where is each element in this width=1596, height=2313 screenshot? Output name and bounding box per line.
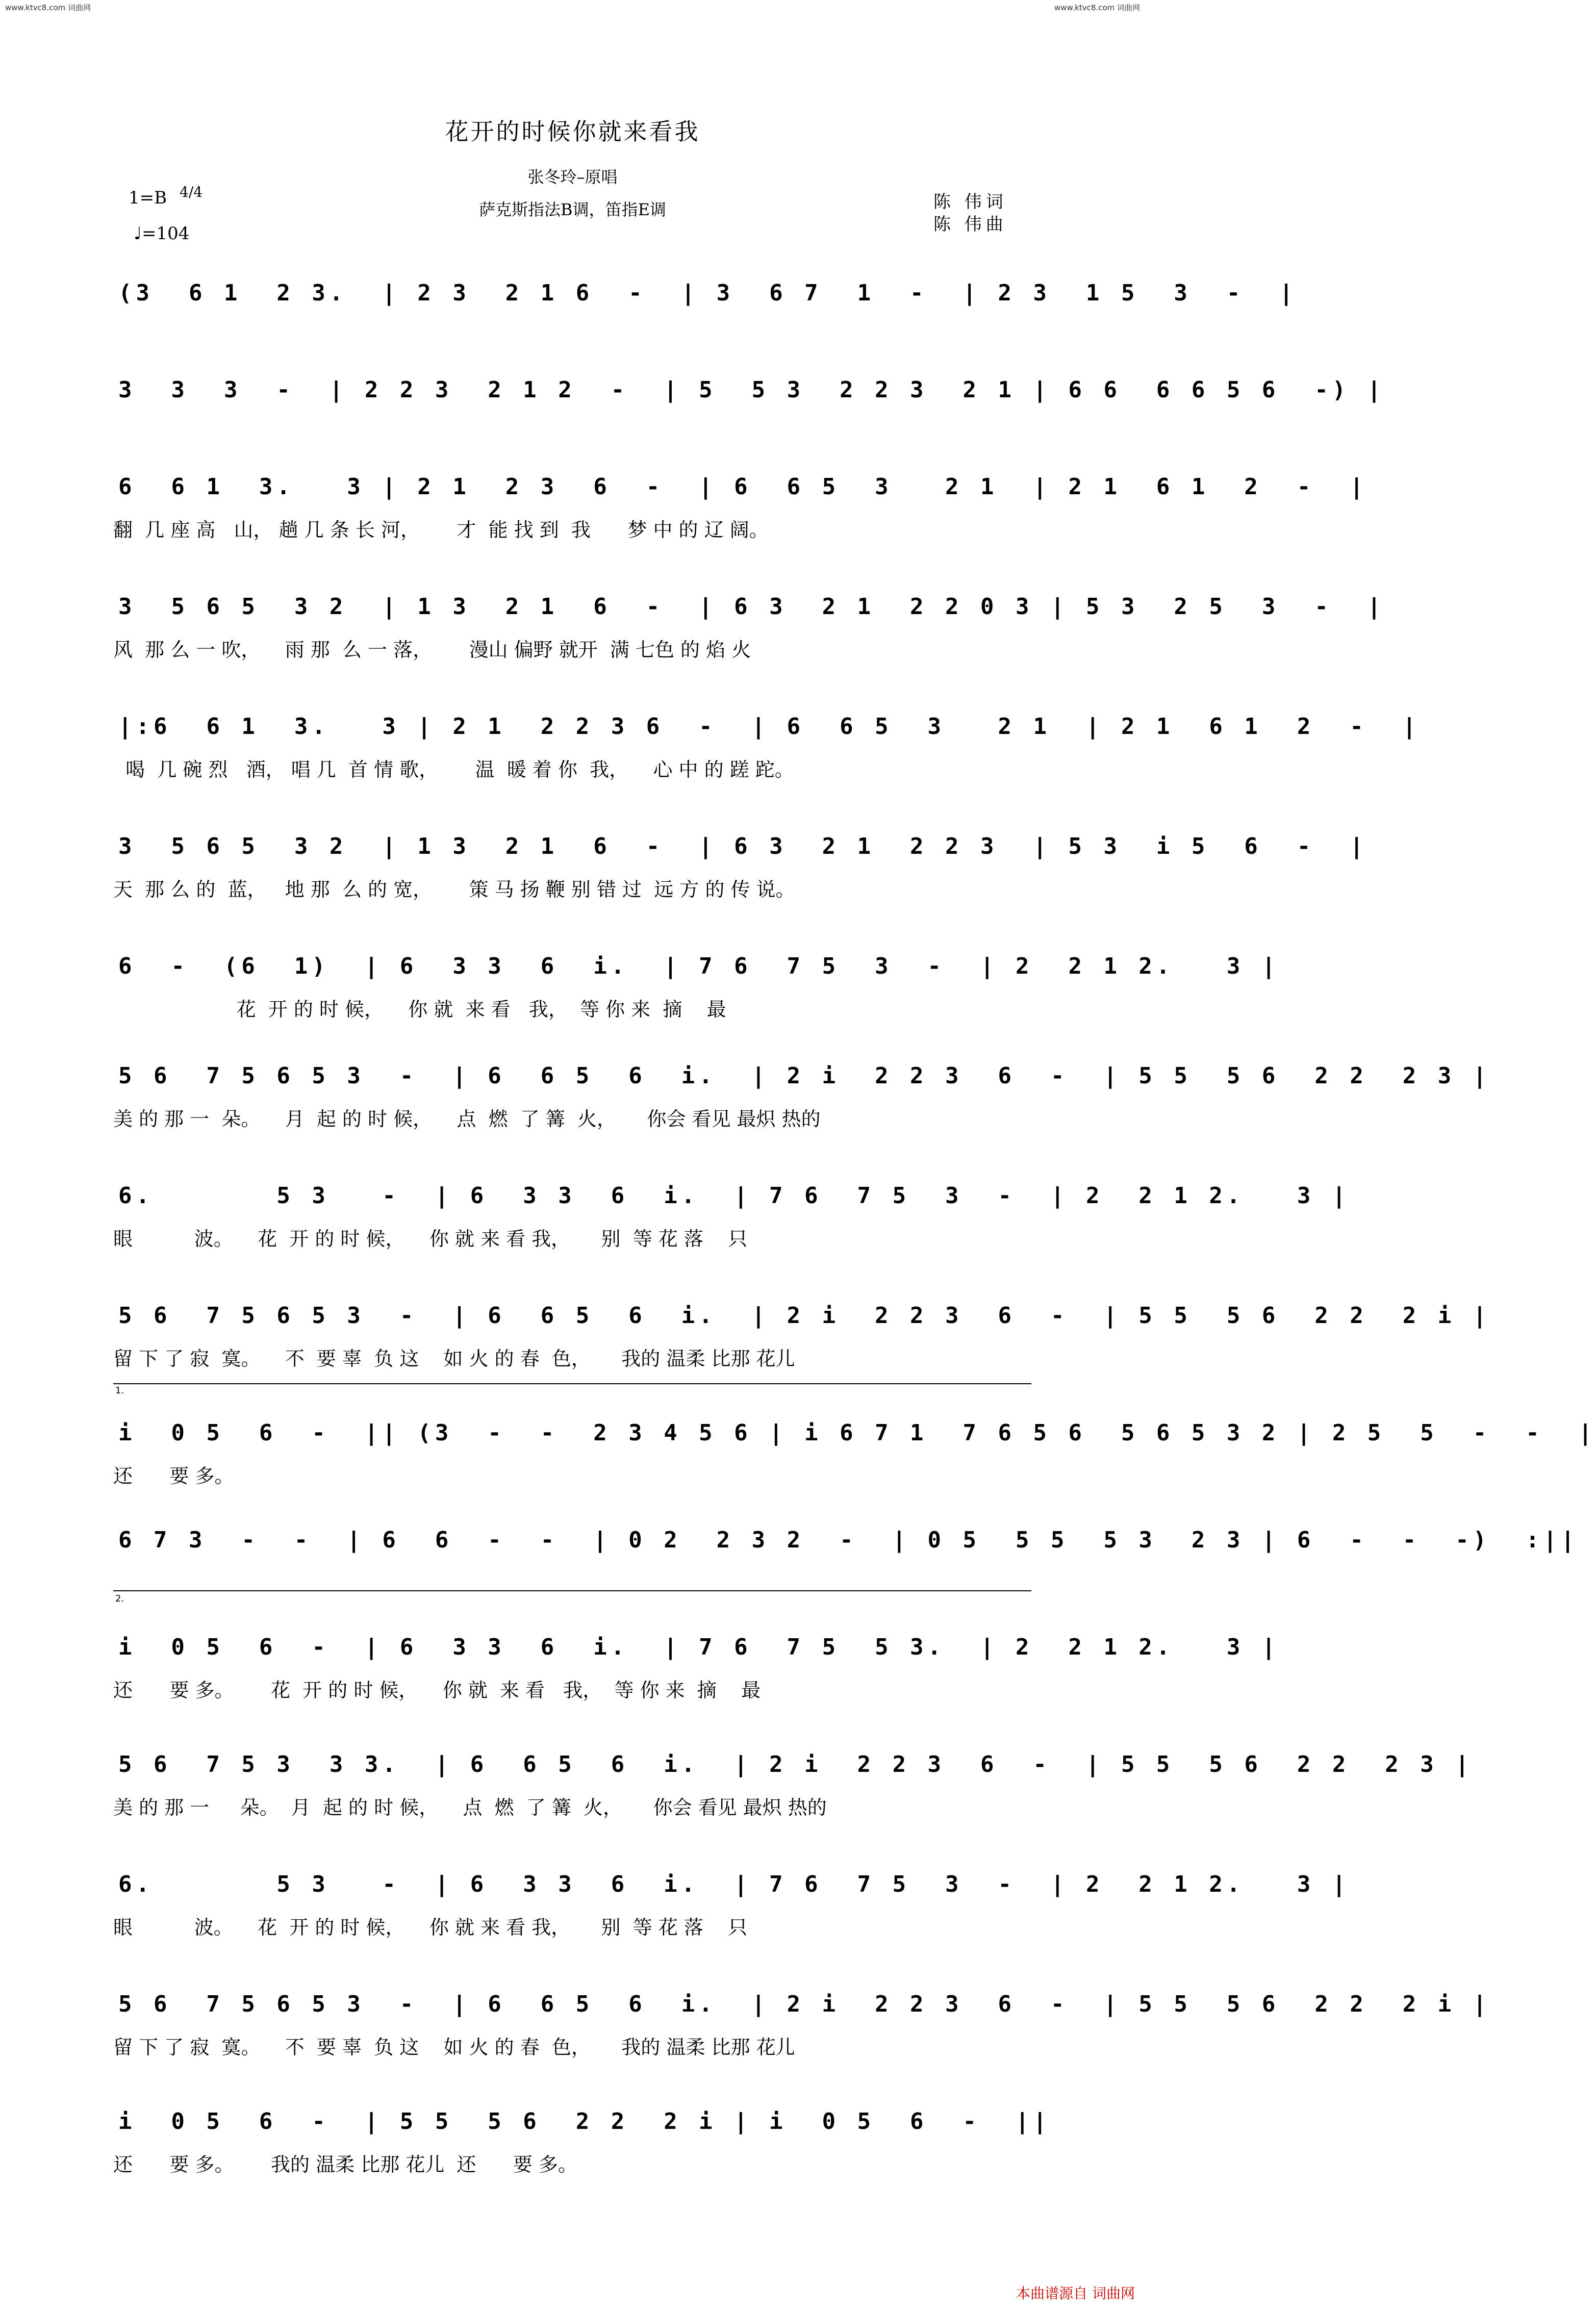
- tempo: ♩=104: [134, 223, 190, 244]
- lyrics-row: 翻 几 座 高 山， 趟 几 条 长 河， 才 能 找 到 我 梦 中 的 辽 阔。: [113, 519, 769, 541]
- notation-row: i 0 5 6 - | 6 3 3 6 i. | 7 6 7 5 5 3. | 2 2 1 2. 3 |: [118, 1634, 1280, 1660]
- notation-row: 3 3 3 - | 2 2 3 2 1 2 - | 5 5 3 2 2 3 2 1 | 6 6 6 6 5 6 -) |: [118, 377, 1385, 403]
- lyrics-row: 花 开 的 时 候， 你 就 来 看 我， 等 你 来 摘 最: [113, 998, 726, 1021]
- lyrics-row: 喝 几 碗 烈 酒， 唱 几 首 情 歌， 温 暖 着 你 我， 心 中 的 蹉 跎。: [113, 758, 794, 781]
- footer-source: 本曲谱源自 词曲网: [1016, 2285, 1135, 2302]
- lyrics-row: 美 的 那 一 朵。 月 起 的 时 候， 点 燃 了 篝 火， 你会 看见 最炽 热的: [113, 1796, 827, 1819]
- lyrics-row: 风 那 么 一 吹， 雨 那 么 一 落， 漫山 偏野 就开 满 七色 的 焰 火: [113, 639, 751, 661]
- lyrics-row: 天 那 么 的 蓝， 地 那 么 的 宽， 策 马 扬 鞭 别 错 过 远 方 的 传 说。: [113, 878, 795, 901]
- notation-row: 6. 5 3 - | 6 3 3 6 i. | 7 6 7 5 3 - | 2 2 1 2. 3 |: [118, 1871, 1350, 1897]
- lyrics-row: 还 要 多。 花 开 的 时 候， 你 就 来 看 我， 等 你 来 摘 最: [113, 1679, 761, 1701]
- lyricist-credit: 陈 伟词: [933, 192, 1007, 212]
- notation-row: 3 5 6 5 3 2 | 1 3 2 1 6 - | 6 3 2 1 2 2 0 3 | 5 3 2 5 3 - |: [118, 594, 1385, 620]
- notation-row: 3 5 6 5 3 2 | 1 3 2 1 6 - | 6 3 2 1 2 2 3 | 5 3 i 5 6 - |: [118, 833, 1367, 859]
- notation-row: 5 6 7 5 6 5 3 - | 6 6 5 6 i. | 2 i 2 2 3 6 - | 5 5 5 6 2 2 2 i |: [118, 1303, 1491, 1329]
- notation-row: i 0 5 6 - | 5 5 5 6 2 2 2 i | i 0 5 6 - ||: [118, 2108, 1051, 2134]
- notation-row: 5 6 7 5 6 5 3 - | 6 6 5 6 i. | 2 i 2 2 3 6 - | 5 5 5 6 2 2 2 3 |: [118, 1063, 1491, 1089]
- original-singer: 张冬玲–原唱: [527, 167, 618, 187]
- volta-2-rule: [113, 1590, 1031, 1591]
- lyrics-row: 还 要 多。 我的 温柔 比那 花儿 还 要 多。: [113, 2153, 577, 2176]
- notation-row: 6 7 3 - - | 6 6 - - | 0 2 2 3 2 - | 0 5 5 5 5 3 2 3 | 6 - - -) :||: [118, 1527, 1579, 1553]
- time-signature: 4/4: [180, 184, 203, 200]
- volta-1-label: 1.: [115, 1385, 124, 1396]
- instrument-note: 萨克斯指法B调，笛指E调: [479, 200, 666, 219]
- key-signature: 1=B: [129, 188, 167, 208]
- site-label-right: www.ktvc8.com 词曲网: [1054, 3, 1140, 12]
- volta-1-rule: [113, 1383, 1031, 1384]
- lyrics-row: 眼 波。 花 开 的 时 候， 你 就 来 看 我， 别 等 花 落 只: [113, 1916, 748, 1939]
- notation-row: i 0 5 6 - || (3 - - 2 3 4 5 6 | i 6 7 1 7 6 5 6 5 6 5 3 2 | 2 5 5 - - |: [118, 1420, 1596, 1446]
- notation-row: (3 6 1 2 3. | 2 3 2 1 6 - | 3 6 7 1 - | 2 3 1 5 3 - |: [118, 280, 1297, 306]
- lyrics-row: 还 要 多。: [113, 1465, 234, 1487]
- notation-row: 6. 5 3 - | 6 3 3 6 i. | 7 6 7 5 3 - | 2 2 1 2. 3 |: [118, 1183, 1350, 1209]
- composer-credit: 陈 伟曲: [933, 214, 1007, 235]
- lyrics-row: 美 的 那 一 朵。 月 起 的 时 候， 点 燃 了 篝 火， 你会 看见 最炽 热的: [113, 1108, 821, 1130]
- volta-2-label: 2.: [115, 1593, 124, 1604]
- lyrics-row: 留 下 了 寂 寞。 不 要 辜 负 这 如 火 的 春 色， 我的 温柔 比那 花儿: [113, 2036, 795, 2058]
- song-title: 花开的时候你就来看我: [445, 118, 700, 145]
- notation-row: |:6 6 1 3. 3 | 2 1 2 2 3 6 - | 6 6 5 3 2 1 | 2 1 6 1 2 - |: [118, 714, 1421, 740]
- lyrics-row: 眼 波。 花 开 的 时 候， 你 就 来 看 我， 别 等 花 落 只: [113, 1228, 748, 1250]
- notation-row: 6 - (6 1) | 6 3 3 6 i. | 7 6 7 5 3 - | 2 2 1 2. 3 |: [118, 953, 1280, 979]
- lyrics-row: 留 下 了 寂 寞。 不 要 辜 负 这 如 火 的 春 色， 我的 温柔 比那 花儿: [113, 1348, 795, 1370]
- notation-row: 6 6 1 3. 3 | 2 1 2 3 6 - | 6 6 5 3 2 1 | 2 1 6 1 2 - |: [118, 474, 1367, 500]
- site-label-left: www.ktvc8.com 词曲网: [5, 3, 91, 12]
- notation-row: 5 6 7 5 3 3 3. | 6 6 5 6 i. | 2 i 2 2 3 6 - | 5 5 5 6 2 2 2 3 |: [118, 1751, 1473, 1777]
- notation-row: 5 6 7 5 6 5 3 - | 6 6 5 6 i. | 2 i 2 2 3 6 - | 5 5 5 6 2 2 2 i |: [118, 1991, 1491, 2017]
